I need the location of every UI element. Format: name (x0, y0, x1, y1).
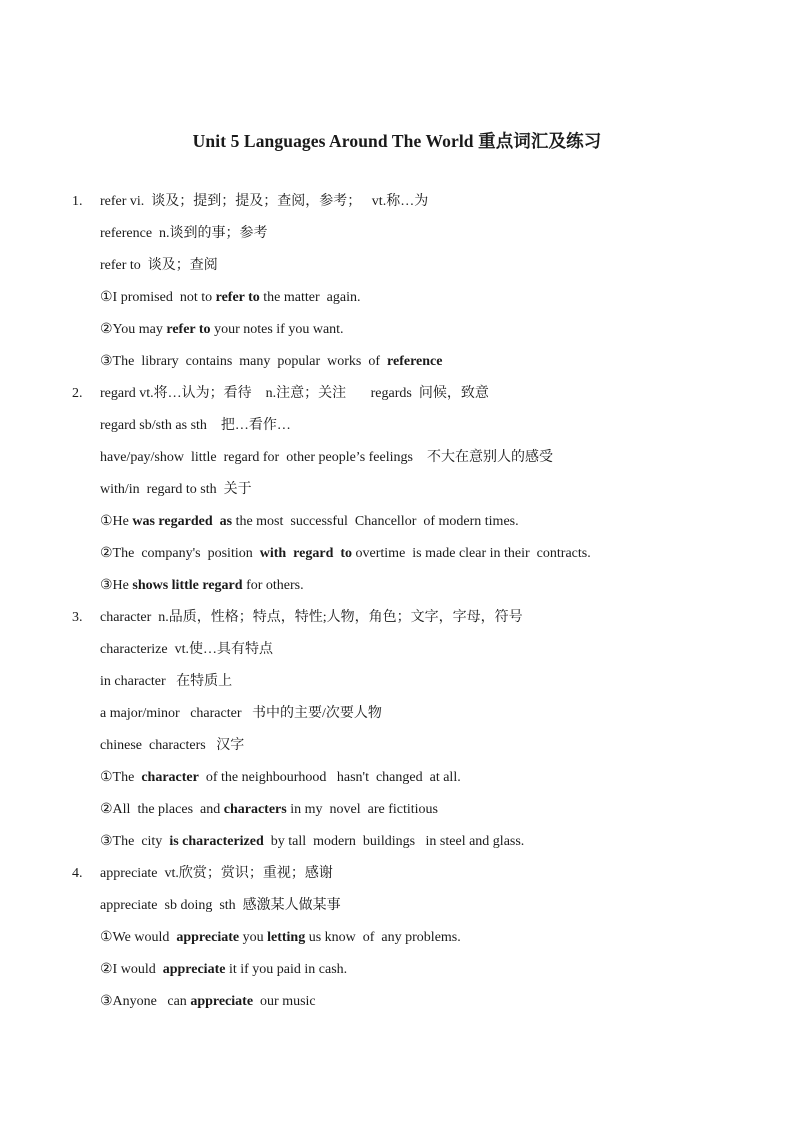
text-segment: refer to 谈及；查阅 (100, 258, 218, 273)
key-phrase: appreciate (190, 994, 254, 1009)
text-segment: regard sb/sth as sth 把…看作… (100, 418, 291, 433)
key-phrase: characters (223, 802, 287, 817)
text-segment: of the neighbourhood hasn't changed at all. (198, 770, 461, 785)
entry-line (100, 570, 794, 602)
text-segment: our music (253, 994, 316, 1009)
vocab-entry (0, 378, 794, 602)
vocab-entry (0, 858, 794, 1018)
entry-line (100, 922, 794, 954)
text-segment: ②The company's position (100, 546, 260, 561)
entry-line (100, 250, 794, 282)
text-segment: your notes if you want. (210, 322, 344, 337)
entry-line (100, 538, 794, 570)
entry-line (100, 762, 794, 794)
entry-line (100, 282, 794, 314)
text-segment: overtime is made clear in their contracts. (352, 546, 591, 561)
key-phrase: letting (267, 930, 306, 945)
key-phrase: appreciate (176, 930, 240, 945)
entry-number: 2. (72, 386, 83, 401)
entry-line (100, 314, 794, 346)
vocab-entry (0, 186, 794, 378)
key-phrase: reference (387, 354, 443, 369)
text-segment: by tall modern buildings in steel and glass. (263, 834, 525, 849)
text-segment: ③Anyone can (100, 994, 191, 1009)
text-segment: ③The city (100, 834, 170, 849)
text-segment: ③He (100, 578, 133, 593)
entry-number: 1. (72, 194, 83, 209)
entry-line (100, 986, 794, 1018)
text-segment: us know of any problems. (305, 930, 461, 945)
key-phrase: appreciate (162, 962, 226, 977)
entry-line (100, 410, 794, 442)
text-segment: the most successful Chancellor of modern times. (232, 514, 519, 529)
entry-line (100, 634, 794, 666)
entry-line (100, 858, 794, 890)
entry-line (100, 186, 794, 218)
entry-line (100, 954, 794, 986)
text-segment: it if you paid in cash. (225, 962, 348, 977)
text-segment: appreciate sb doing sth 感激某人做某事 (100, 898, 341, 913)
entry-line (100, 474, 794, 506)
text-segment: ③The library contains many popular works of (100, 354, 388, 369)
text-segment: ①The (100, 770, 142, 785)
text-segment: the matter again. (259, 290, 361, 305)
key-phrase: refer to (166, 322, 211, 337)
key-phrase: character (141, 770, 199, 785)
text-segment: for others. (242, 578, 304, 593)
text-segment: a major/minor character 书中的主要/次要人物 (100, 706, 382, 721)
entry-line (100, 378, 794, 410)
text-segment: in my novel are fictitious (286, 802, 438, 817)
entry-line (100, 346, 794, 378)
text-segment: ①I promised not to (100, 290, 216, 305)
text-segment: with/in regard to sth 关于 (100, 482, 252, 497)
entry-line (100, 794, 794, 826)
text-segment: ①We would (100, 930, 177, 945)
text-segment: ②I would (100, 962, 163, 977)
entry-line (100, 890, 794, 922)
text-segment: character n.品质，性格；特点，特性;人物，角色；文字，字母，符号 (100, 610, 523, 625)
entry-line (100, 506, 794, 538)
page-title: Unit 5 Languages Around The World 重点词汇及练习 (192, 131, 602, 151)
vocab-entry (0, 602, 794, 858)
key-phrase: with regard to (259, 546, 353, 561)
entry-number: 4. (72, 866, 83, 881)
text-segment: ②You may (100, 322, 167, 337)
entry-line (100, 730, 794, 762)
entry-number: 3. (72, 610, 83, 625)
key-phrase: shows little regard (132, 578, 243, 593)
text-segment: characterize vt.使…具有特点 (100, 642, 273, 657)
key-phrase: is characterized (169, 834, 264, 849)
text-segment: have/pay/show little regard for other people’s feelings 不大在意别人的感受 (100, 450, 553, 465)
key-phrase: was regarded as (132, 514, 233, 529)
key-phrase: refer to (215, 290, 260, 305)
text-segment: reference n.谈到的事；参考 (100, 226, 268, 241)
entry-line (100, 698, 794, 730)
entry-line (100, 602, 794, 634)
text-segment: ①He (100, 514, 133, 529)
entry-line (100, 218, 794, 250)
text-segment: chinese characters 汉字 (100, 738, 245, 753)
text-segment: you (239, 930, 268, 945)
text-segment: regard vt.将…认为；看待 n.注意；关注 regards 问候，致意 (100, 386, 489, 401)
text-segment: in character 在特质上 (100, 674, 233, 689)
text-segment: ②All the places and (100, 802, 224, 817)
text-segment: refer vi. 谈及；提到；提及；查阅，参考； vt.称…为 (100, 194, 429, 209)
text-segment: appreciate vt.欣赏；赏识；重视；感谢 (100, 866, 333, 881)
entry-line (100, 442, 794, 474)
entry-line (100, 826, 794, 858)
vocabulary-list (0, 186, 794, 1018)
entry-line (100, 666, 794, 698)
